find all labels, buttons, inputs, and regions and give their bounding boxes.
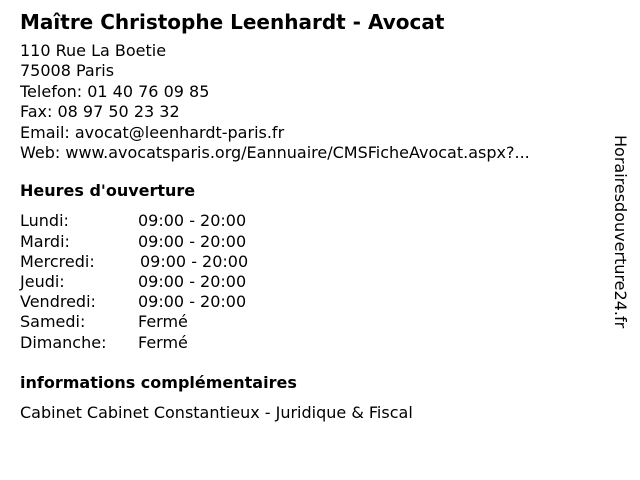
hours-day: Jeudi:: [20, 272, 65, 291]
hours-row-thursday: [20, 272, 600, 292]
hours-row-saturday: [20, 312, 600, 332]
hours-time: Fermé: [138, 312, 188, 332]
address-street: 110 Rue La Boetie: [20, 41, 167, 60]
fax-line: Fax: 08 97 50 23 32: [20, 102, 180, 122]
page-title: Maître Christophe Leenhardt - Avocat: [20, 10, 445, 34]
hours-table: [20, 211, 600, 352]
hours-time: 09:00 - 20:00: [138, 272, 247, 291]
hours-day: Dimanche:: [20, 332, 107, 352]
hours-day: Lundi:: [20, 211, 69, 231]
hours-day: Mercredi:: [20, 251, 95, 271]
hours-day: Vendredi:: [20, 292, 96, 312]
hours-time: 09:00 - 20:00: [140, 251, 249, 271]
hours-day: Mardi:: [20, 231, 70, 251]
hours-time: 09:00 - 20:00: [138, 292, 247, 312]
hours-row-friday: [20, 292, 600, 312]
address-city: 75008 Paris: [20, 61, 115, 81]
contact-block: [20, 41, 600, 163]
hours-time: Fermé: [138, 332, 188, 352]
email-line[interactable]: Email: avocat@leenhardt-paris.fr: [20, 122, 285, 142]
hours-row-wednesday: [20, 252, 600, 272]
info-text: Cabinet Cabinet Constantieux - Juridique & Fiscal: [20, 402, 413, 422]
info-heading: informations complémentaires: [20, 372, 297, 392]
hours-row-sunday: [20, 333, 600, 353]
hours-row-tuesday: [20, 232, 600, 252]
hours-row-monday: [20, 211, 600, 231]
web-line[interactable]: Web: www.avocatsparis.org/Eannuaire/CMSFicheAvocat.aspx?...: [20, 143, 530, 163]
site-watermark: Horairesdouverture24.fr: [611, 135, 630, 329]
phone-line: Telefon: 01 40 76 09 85: [20, 81, 210, 101]
hours-day: Samedi:: [20, 312, 86, 332]
hours-time: 09:00 - 20:00: [138, 211, 247, 231]
hours-heading: Heures d'ouverture: [20, 181, 196, 201]
business-card: [20, 9, 600, 423]
hours-time: 09:00 - 20:00: [138, 231, 247, 251]
